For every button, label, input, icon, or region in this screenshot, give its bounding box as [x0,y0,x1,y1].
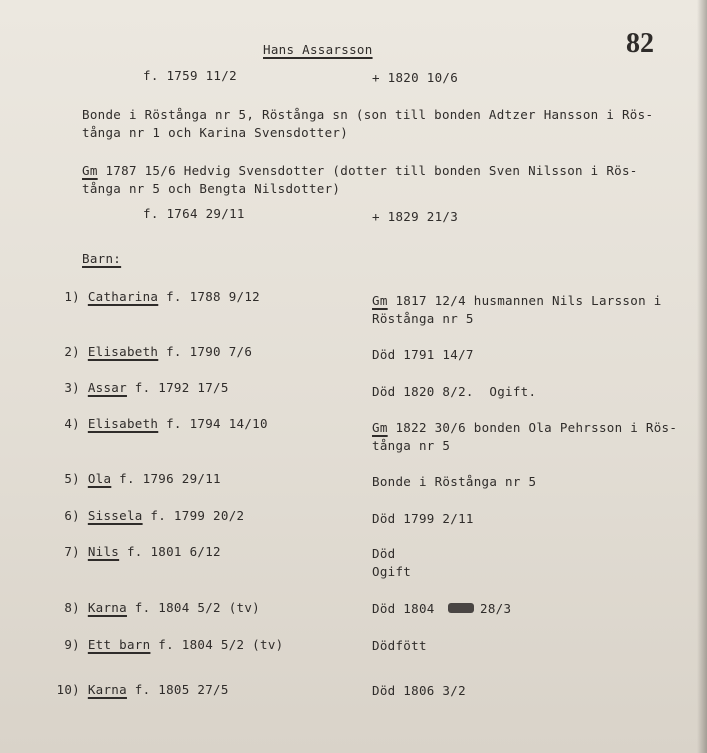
child-name: Catharina [87,289,159,304]
marriage-line-2: tånga nr 5 och Bengta Nilsdotter) [82,181,341,196]
child-row [56,544,221,559]
child-name: Assar [87,380,127,395]
child-birth: f. 1788 9/12 [158,289,260,304]
child-row [56,471,221,486]
child-birth: f. 1804 5/2 (tv) [126,600,261,615]
child-name: Karna [87,682,127,697]
spouse-birth-date: f. 1764 29/11 [143,206,245,221]
child-name: Ett barn [87,637,151,652]
child-birth: f. 1794 14/10 [158,416,268,431]
child-name: Sissela [87,508,143,523]
child-note-line-2: tånga nr 5 [372,438,451,453]
child-note: Bonde i Röstånga nr 5 [372,474,537,489]
bio-line-1: Bonde i Röstånga nr 5, Röstånga sn (son till bonden Adtzer Hansson i Rös- [82,107,654,122]
child-row [56,637,283,652]
child-number: 10) [56,682,80,697]
child-row [56,344,252,359]
bio-line-2: tånga nr 1 och Karina Svensdotter) [82,125,349,140]
child-number: 3) [64,380,80,395]
child-number: 8) [64,600,80,615]
marriage-text: 1787 15/6 Hedvig Svensdotter (dotter till bonden Sven Nilsson i Rös- [97,163,638,178]
child-note-line-2: Ogift [372,564,412,579]
crossed-out-mark [448,603,474,613]
child-birth: f. 1804 5/2 (tv) [150,637,284,652]
child-name: Nils [87,544,120,559]
child-note-tail: 28/3 [480,601,512,616]
child-number: 7) [64,544,80,559]
child-row [56,289,260,304]
child-note: Död 1806 3/2 [372,683,466,698]
child-birth: f. 1801 6/12 [119,544,221,559]
child-row [56,380,229,395]
child-name: Elisabeth [87,416,159,431]
child-row [56,508,244,523]
child-number: 5) [64,471,80,486]
child-note: Död 1791 14/7 [372,347,474,362]
child-birth: f. 1792 17/5 [126,380,229,395]
child-row [56,416,268,431]
children-heading: Barn: [82,251,122,266]
child-note [372,420,677,435]
child-row [56,600,260,615]
child-note: Dödfött [372,638,427,653]
child-number: 4) [64,416,80,431]
child-number: 1) [64,289,80,304]
child-name: Karna [87,600,127,615]
child-name: Ola [87,471,112,486]
marriage-gm-label: Gm [82,163,98,178]
spouse-death-date: + 1829 21/3 [372,209,459,224]
child-gm-label: Gm [372,420,388,435]
child-note: Död 1804 [372,601,435,616]
child-birth: f. 1799 20/2 [142,508,245,523]
child-row [56,682,229,697]
child-birth: f. 1790 7/6 [158,344,253,359]
person-name-heading: Hans Assarsson [263,42,373,57]
child-gm-label: Gm [372,293,388,308]
child-note [372,293,662,308]
child-note-line-2: Röstånga nr 5 [372,311,474,326]
child-number: 6) [64,508,80,523]
child-note-text: 1817 12/4 husmannen Nils Larsson i [387,293,662,308]
child-name: Elisabeth [87,344,159,359]
child-number: 9) [64,637,80,652]
marriage-line-1 [82,163,638,178]
death-date: + 1820 10/6 [372,70,459,85]
child-note: Död [372,546,396,561]
birth-date: f. 1759 11/2 [143,68,237,83]
child-note-text: 1822 30/6 bonden Ola Pehrsson i Rös- [387,420,678,435]
child-note: Död 1799 2/11 [372,511,474,526]
child-note: Död 1820 8/2. Ogift. [372,384,537,399]
page-number: 82 [626,28,654,59]
child-birth: f. 1805 27/5 [126,682,229,697]
child-number: 2) [64,344,80,359]
child-birth: f. 1796 29/11 [111,471,221,486]
